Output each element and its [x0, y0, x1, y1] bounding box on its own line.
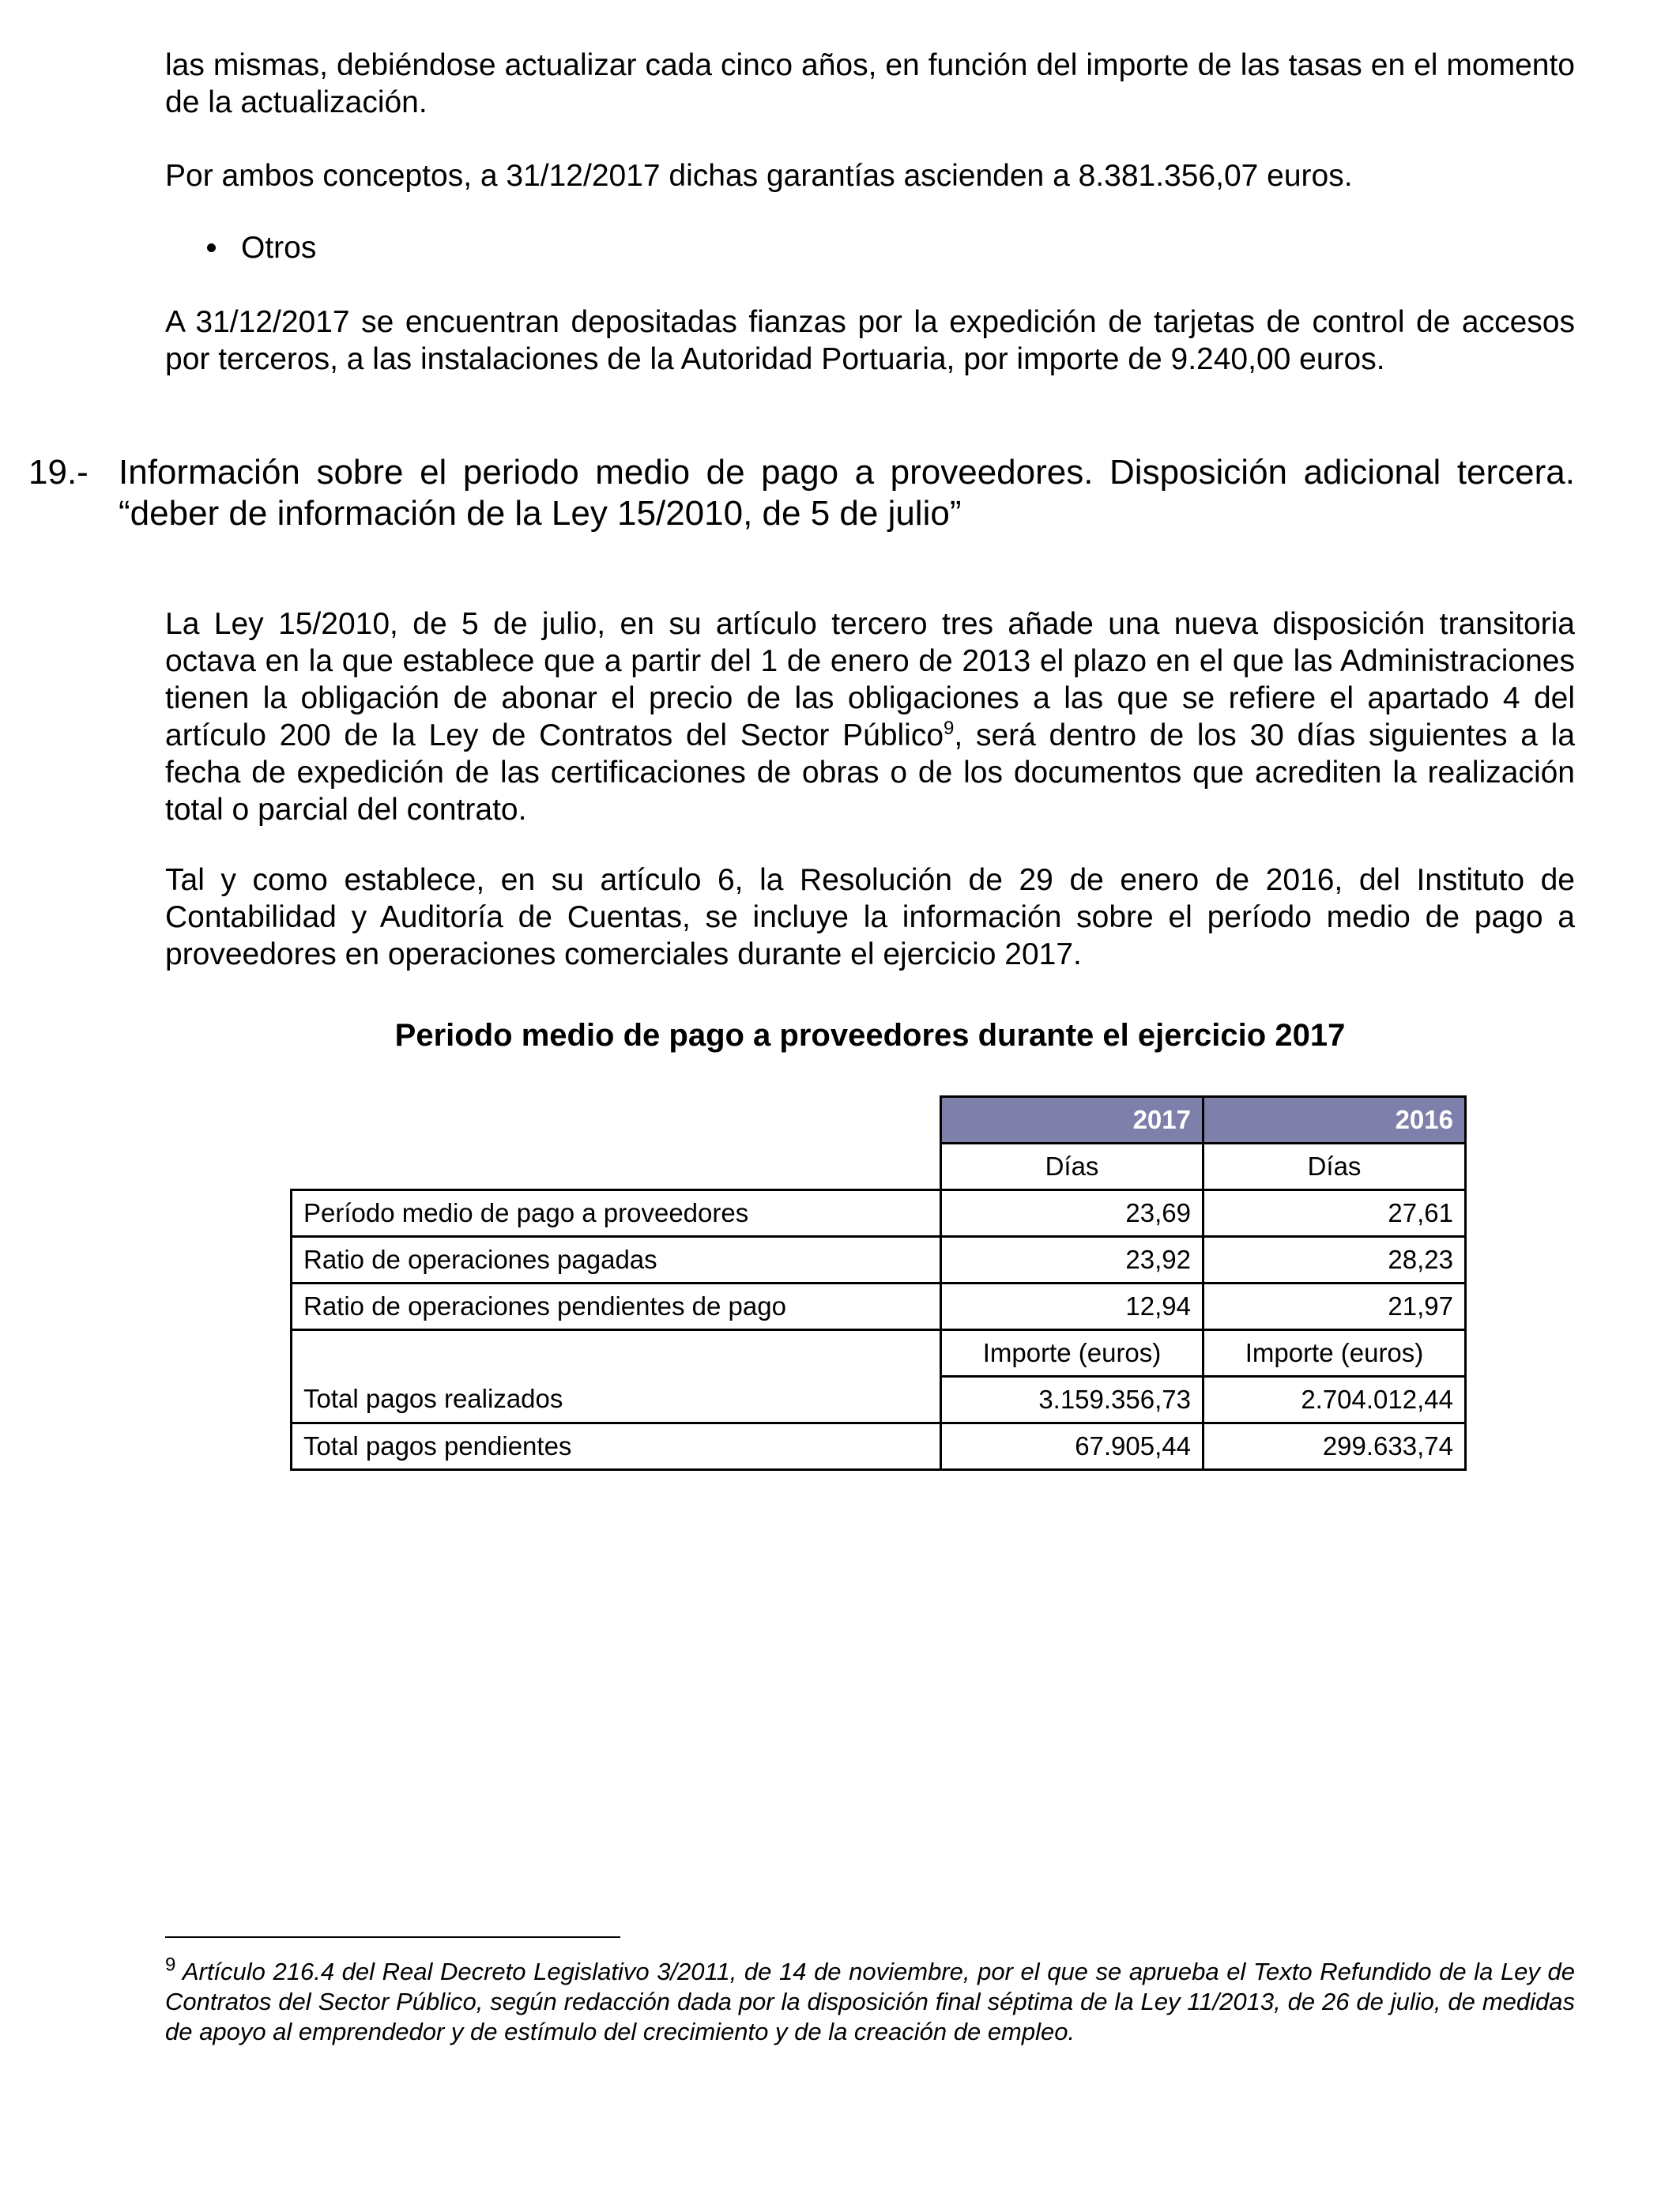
table-header-row — [292, 1097, 1466, 1144]
table-row — [292, 1284, 1466, 1330]
paragraph-law-text-b: , será dentro de los 30 días siguientes a la fecha de expedición de las certificaciones de obras o de los documentos que acrediten la realización total o parcial del contrato. — [165, 718, 1576, 827]
table-unit-row-days — [292, 1144, 1466, 1190]
payment-period-table — [290, 1095, 1467, 1471]
footnote-reference: 9 — [944, 718, 955, 739]
row-label: Ratio de operaciones pagadas — [292, 1237, 941, 1284]
row-value-2017: 23,69 — [941, 1190, 1203, 1237]
row-label: Período medio de pago a proveedores — [292, 1190, 941, 1237]
row-value-2016: 28,23 — [1203, 1237, 1466, 1284]
row-value-2017: 3.159.356,73 — [941, 1377, 1203, 1423]
row-label: Total pagos pendientes — [292, 1423, 941, 1470]
row-label: Ratio de operaciones pendientes de pago — [292, 1284, 941, 1330]
section-number: 19.- — [28, 453, 89, 492]
footnote — [165, 1954, 1575, 2047]
row-value-2016: 299.633,74 — [1203, 1423, 1466, 1470]
footnote-number: 9 — [165, 1954, 176, 1976]
paragraph-law-15-2010 — [165, 605, 1575, 828]
table-row — [292, 1423, 1466, 1470]
table-row — [292, 1237, 1466, 1284]
unit-amount-2016: Importe (euros) — [1203, 1330, 1466, 1377]
bullet-label: Otros — [241, 231, 317, 265]
table-unit-row-amount — [292, 1330, 1466, 1377]
table-row — [292, 1377, 1466, 1423]
table-row — [292, 1190, 1466, 1237]
paragraph-law-text-a: La Ley 15/2010, de 5 de julio, en su artículo tercero tres añade una nueva disposición transitoria octava en la que establece que a partir del 1 de enero de 2013 el plazo en el que las Administraciones tienen la obligación de abonar el precio de las obligaciones a las que se refiere el apartado 4 del artículo 200 de la Ley de Contratos del Sector Público — [165, 607, 1575, 752]
unit-amount-2017: Importe (euros) — [941, 1330, 1203, 1377]
header-year-2017: 2017 — [941, 1097, 1203, 1144]
paragraph-resolution-2016: Tal y como establece, en su artículo 6, la Resolución de 29 de enero de 2016, del Instituto de Contabilidad y Auditoría de Cuentas, se incluye la información sobre el período medio de pago a proveedores en operaciones comerciales durante el ejercicio 2017. — [165, 863, 1575, 971]
bullet-dot-icon — [207, 243, 216, 252]
table-title: Periodo medio de pago a proveedores durante el ejercicio 2017 — [394, 1018, 1346, 1053]
row-value-2016: 27,61 — [1203, 1190, 1466, 1237]
table-empty-cell — [292, 1330, 941, 1377]
paragraph-guarantees-update: las mismas, debiéndose actualizar cada cinco años, en función del importe de las tasas en el momento de la actualización. — [165, 48, 1575, 119]
row-value-2016: 2.704.012,44 — [1203, 1377, 1466, 1423]
unit-days-2016: Días — [1203, 1144, 1466, 1190]
row-value-2017: 67.905,44 — [941, 1423, 1203, 1470]
footnote-text: Artículo 216.4 del Real Decreto Legislativo 3/2011, de 14 de noviembre, por el que se aprueba el Texto Refundido de la Ley de Contratos del Sector Público, según redacción dada por la disposición final séptima de la Ley 11/2013, de 26 de julio, de medidas de apoyo al emprendedor y de estímulo del crecimiento y de la creación de empleo. — [165, 1958, 1575, 2045]
row-value-2017: 12,94 — [941, 1284, 1203, 1330]
table-empty-cell — [292, 1144, 941, 1190]
header-year-2016: 2016 — [1203, 1097, 1466, 1144]
table-empty-cell — [292, 1097, 941, 1144]
bullet-otros — [207, 229, 316, 266]
paragraph-deposits: A 31/12/2017 se encuentran depositadas fianzas por la expedición de tarjetas de control de accesos por terceros, a las instalaciones de la Autoridad Portuaria, por importe de 9.240,00 euros. — [165, 305, 1575, 376]
footnote-separator — [165, 1936, 620, 1938]
row-value-2016: 21,97 — [1203, 1284, 1466, 1330]
paragraph-guarantees-total: Por ambos conceptos, a 31/12/2017 dichas garantías ascienden a 8.381.356,07 euros. — [165, 159, 1353, 193]
unit-days-2017: Días — [941, 1144, 1203, 1190]
section-title: Información sobre el periodo medio de pago a proveedores. Disposición adicional tercera. “deber de información de la Ley 15/2010, de 5 de julio” — [119, 453, 1575, 533]
row-value-2017: 23,92 — [941, 1237, 1203, 1284]
row-label: Total pagos realizados — [292, 1377, 941, 1423]
